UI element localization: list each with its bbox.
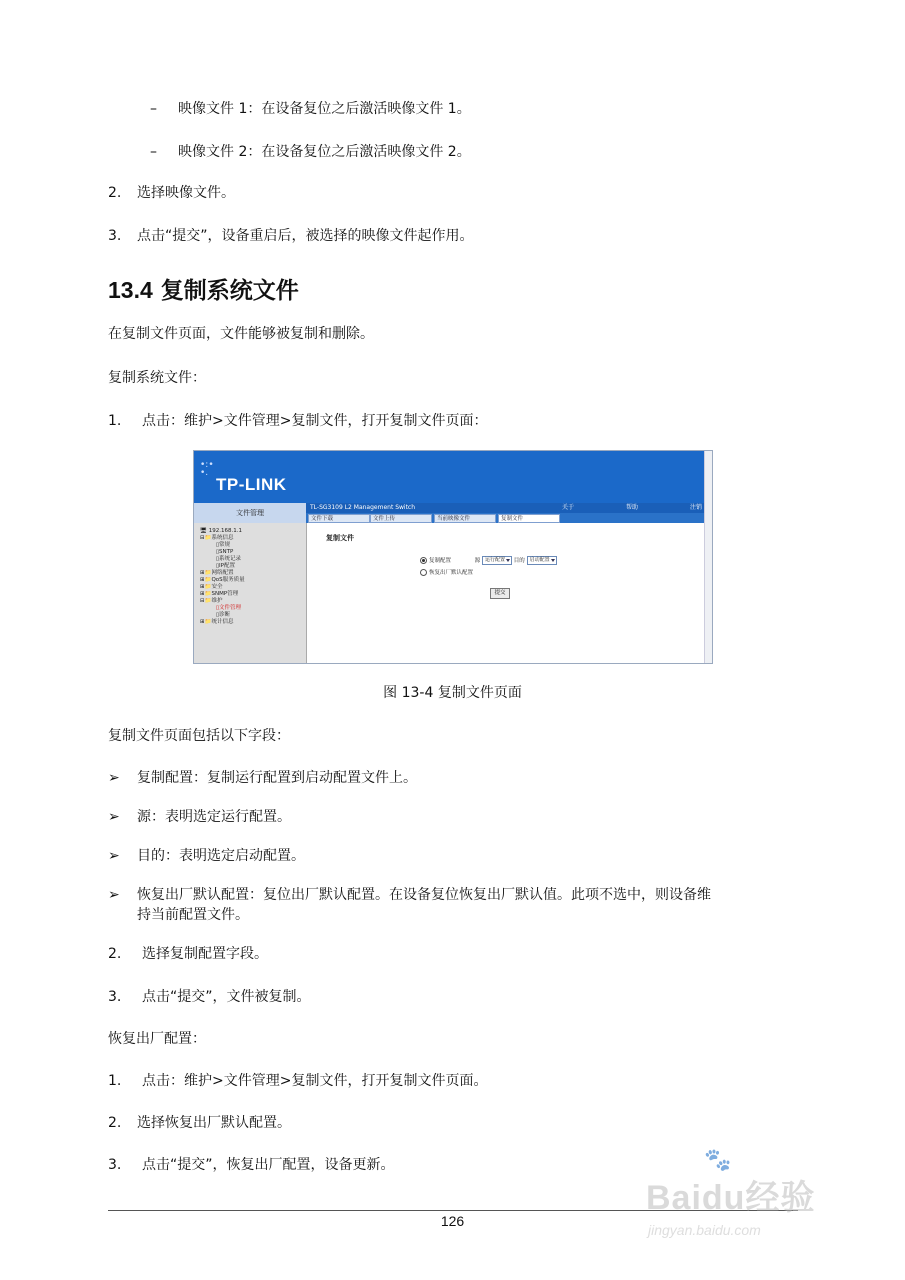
- tree-file-management[interactable]: ▯文件管理: [216, 605, 242, 611]
- restore-step-1: 点击：维护>文件管理>复制文件，打开复制文件页面。: [142, 1073, 488, 1089]
- tree-network-config[interactable]: ⊞📁网络配置: [200, 570, 234, 576]
- logout-link[interactable]: 注销: [690, 504, 703, 511]
- section-title: 复制系统文件: [160, 278, 299, 304]
- about-link[interactable]: 关于: [562, 504, 575, 511]
- step-marker: 3.: [108, 989, 122, 1005]
- scrollbar[interactable]: [704, 451, 712, 663]
- arrow-bullet-icon: ➢: [108, 809, 120, 825]
- restore-heading: 恢复出厂配置：: [108, 1031, 206, 1047]
- copy-config-label: 复制配置: [429, 558, 452, 564]
- source-label: 源: [474, 558, 481, 564]
- step-marker: 1.: [108, 1073, 122, 1089]
- watermark-brand: Baidu经验: [646, 1179, 816, 1217]
- tree-statistics[interactable]: ⊞📁统计信息: [200, 619, 234, 625]
- copy-step-2: 选择复制配置字段。: [142, 946, 268, 962]
- tree-ip-config[interactable]: ▯IP配置: [216, 563, 235, 569]
- tab-file-upload[interactable]: 文件上传: [370, 514, 432, 523]
- sidebar-tree: [194, 523, 307, 663]
- step-marker: 1.: [108, 413, 122, 429]
- content-title: 复制文件: [326, 534, 354, 542]
- fields-intro: 复制文件页面包括以下字段：: [108, 728, 290, 744]
- step-marker: 2.: [108, 1115, 122, 1131]
- top-bar: [306, 503, 712, 513]
- step-marker: 2.: [108, 946, 122, 962]
- restore-row: [420, 568, 473, 576]
- step-marker: 3.: [108, 228, 122, 244]
- tree-syslog[interactable]: ▯系统记录: [216, 556, 242, 562]
- section-heading: [108, 272, 299, 305]
- field-copy-config: 复制配置：复制运行配置到启动配置文件上。: [137, 770, 417, 786]
- baidu-watermark: [646, 1148, 856, 1248]
- intro-item-2: 映像文件 2：在设备复位之后激活映像文件 2。: [178, 144, 471, 160]
- field-restore-default-cont: 持当前配置文件。: [137, 907, 249, 923]
- restore-step-2: 选择恢复出厂默认配置。: [137, 1115, 291, 1131]
- paw-icon: 🐾: [704, 1148, 732, 1173]
- field-restore-default: 恢复出厂默认配置：复位出厂默认配置。在设备复位恢复出厂默认值。此项不选中，则设备维: [137, 887, 711, 903]
- tab-bar: [306, 513, 712, 523]
- tree-maintenance[interactable]: ⊟📁维护: [200, 598, 223, 604]
- help-link[interactable]: 帮助: [626, 504, 639, 511]
- figure-caption: 图 13-4 复制文件页面: [383, 685, 522, 701]
- page-number: 126: [440, 1213, 465, 1229]
- logo-dots-icon: •:• •.: [200, 460, 214, 478]
- tree-diagnostics[interactable]: ▯诊断: [216, 612, 231, 618]
- arrow-bullet-icon: ➢: [108, 770, 120, 786]
- restore-step-3: 点击“提交”，恢复出厂配置，设备更新。: [142, 1157, 395, 1173]
- tp-link-logo: TP-LINK: [216, 475, 287, 494]
- restore-radio[interactable]: [420, 569, 427, 576]
- copy-config-radio[interactable]: [420, 557, 427, 564]
- tree-general[interactable]: ▯常规: [216, 542, 231, 548]
- sidebar-title: 文件管理: [194, 503, 306, 524]
- section-step-1: 点击：维护>文件管理>复制文件，打开复制文件页面：: [142, 413, 488, 429]
- copy-step-3: 点击“提交”，文件被复制。: [142, 989, 311, 1005]
- intro-step-2: 选择映像文件。: [137, 185, 235, 201]
- copy-config-row: [420, 556, 557, 565]
- tab-file-download[interactable]: 文件下载: [308, 514, 370, 523]
- arrow-bullet-icon: ➢: [108, 887, 120, 903]
- source-select[interactable]: 运行配置: [482, 556, 512, 565]
- tree-snmp[interactable]: ⊞📁SNMP管理: [200, 591, 239, 597]
- submit-button[interactable]: 提交: [490, 588, 510, 599]
- tab-copy-file[interactable]: 复制文件: [498, 514, 560, 523]
- tree-system-info[interactable]: ⊟📁系统信息: [200, 535, 234, 541]
- copy-file-screenshot: [193, 450, 713, 664]
- tree-root[interactable]: 🖥 192.168.1.1: [200, 528, 242, 534]
- device-title: TL-SG3109 L2 Management Switch: [310, 504, 416, 511]
- section-paragraph-2: 复制系统文件：: [108, 370, 206, 386]
- header-banner: [194, 451, 712, 503]
- arrow-bullet-icon: ➢: [108, 848, 120, 864]
- dest-select[interactable]: 启动配置: [527, 556, 557, 565]
- intro-item-1: 映像文件 1：在设备复位之后激活映像文件 1。: [178, 101, 471, 117]
- watermark-site: jingyan.baidu.com: [648, 1222, 761, 1238]
- tab-current-image[interactable]: 当前映像文件: [434, 514, 496, 523]
- step-marker: 3.: [108, 1157, 122, 1173]
- dest-label: 目的: [513, 558, 525, 564]
- tree-security[interactable]: ⊞📁安全: [200, 584, 223, 590]
- step-marker: 2.: [108, 185, 122, 201]
- tree-qos[interactable]: ⊞📁QoS服务质量: [200, 577, 245, 583]
- intro-step-3: 点击“提交”，设备重启后，被选择的映像文件起作用。: [137, 228, 474, 244]
- tree-sntp[interactable]: ▯SNTP: [216, 549, 234, 555]
- restore-label: 恢复出厂默认配置: [429, 570, 474, 576]
- dash-marker: –: [150, 101, 157, 117]
- dash-marker: –: [150, 144, 157, 160]
- field-destination: 目的：表明选定启动配置。: [137, 848, 305, 864]
- section-paragraph-1: 在复制文件页面，文件能够被复制和删除。: [108, 326, 374, 342]
- field-source: 源：表明选定运行配置。: [137, 809, 291, 825]
- section-number: 13.4: [108, 277, 153, 303]
